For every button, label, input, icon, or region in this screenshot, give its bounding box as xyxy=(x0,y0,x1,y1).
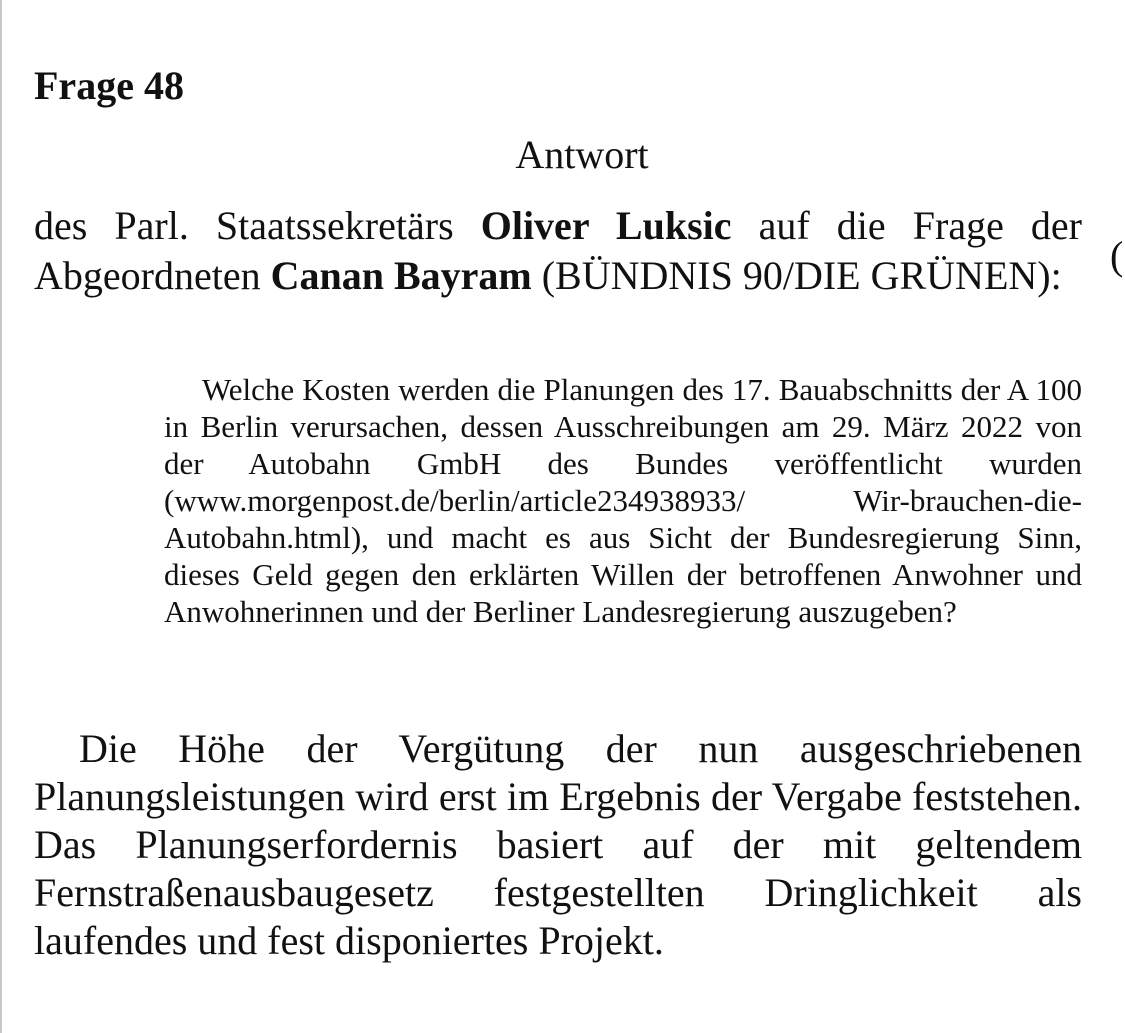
official-name: Oliver Luksic xyxy=(480,203,732,248)
answer-body: Die Höhe der Vergütung der nun ausgeschriebenen Planungsleistungen wird erst im Ergebnis der Vergabe feststehen. Das Planungserfordernis basiert auf der mit geltendem Fernstraßenausbaugesetz festgestellten Dringlichkeit als laufendes und fest disponiertes Projekt. xyxy=(34,726,1082,963)
margin-parenthesis: ( xyxy=(1110,233,1124,278)
question-body: Welche Kosten werden die Planungen des 17. Bauabschnitts der A 100 in Berlin verursachen, dessen Ausschreibungen am 29. März 2022 von der Autobahn GmbH des Bundes veröffentlicht wurden (www.morgenpost.de/berlin/article234938933/ Wir-brauchen-die-Autobahn.html), und macht es aus Sicht der Bundesregierung Sinn, dieses Geld gegen den erklärten Willen der betroffenen Anwohner und Anwohnerinnen und der Berliner Landesregierung auszugeben? xyxy=(164,372,1082,629)
answer-title: Antwort xyxy=(515,132,649,177)
question-text xyxy=(164,371,1082,630)
intro-text-part3: (BÜNDNIS 90/DIE GRÜNEN): xyxy=(531,253,1062,298)
intro-text-part2: auf die Frage der Abgeordneten xyxy=(34,203,1082,298)
intro-text-part1: des Parl. Staatssekretärs xyxy=(34,203,481,248)
answer-intro xyxy=(34,201,1082,301)
question-number-heading: Frage 48 xyxy=(34,63,184,108)
answer-text xyxy=(34,725,1082,965)
mp-name: Canan Bayram xyxy=(270,253,532,298)
